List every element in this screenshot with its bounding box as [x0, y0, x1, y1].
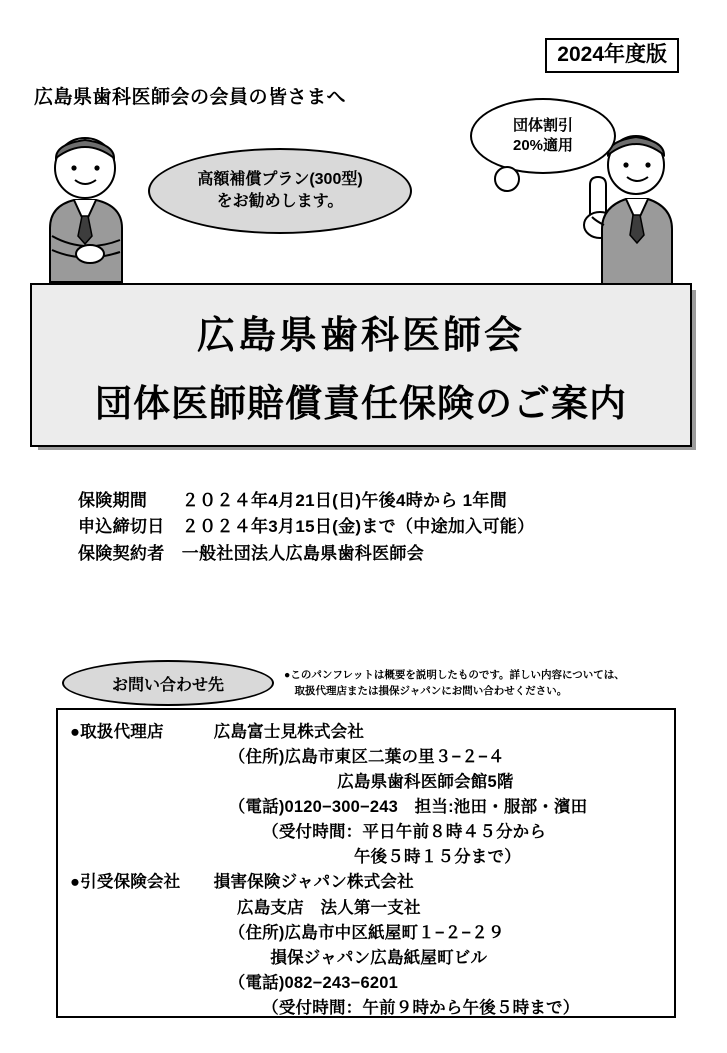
contact-line: 午後５時１５分まで） — [70, 848, 521, 867]
note-line-2: 取扱代理店または損保ジャパンにお問い合わせください。 — [284, 684, 568, 697]
term-policyholder: 保険契約者 一般社団法人広島県歯科医師会 — [78, 543, 424, 563]
pamphlet-note — [284, 668, 684, 700]
page-subtitle: 団体医師賠償責任保険のご案内 — [95, 382, 627, 424]
page-title: 広島県歯科医師会 — [196, 314, 525, 357]
bubble-main-line2: をお勧めします。 — [216, 193, 344, 210]
term-deadline: 申込締切日 ２０２４年3月15日(金)まで（中途加入可能） — [78, 517, 535, 537]
year-badge: 2024年度版 — [545, 38, 679, 73]
contact-heading-oval: お問い合わせ先 — [62, 660, 274, 706]
contact-line: （住所)広島市中区紙屋町１−２−２９ — [70, 923, 505, 942]
contact-line: （受付時間：午前９時から午後５時まで） — [70, 998, 580, 1017]
contact-line: 損保ジャパン広島紙屋町ビル — [70, 948, 488, 967]
terms-block — [78, 488, 534, 567]
person-bow-icon — [30, 132, 150, 292]
title-panel — [30, 283, 692, 447]
term-period: 保険期間 ２０２４年4月21日(日)午後4時から 1年間 — [78, 491, 508, 510]
bubble-main-line1: 高額補償プラン(300型) — [197, 171, 363, 189]
bubble-small-line1: 団体割引 — [512, 116, 573, 134]
contact-line: （受付時間：平日午前８時４５分から — [70, 823, 547, 842]
bubble-small-line2: 20%適用 — [512, 137, 574, 154]
contact-line: 広島支店 法人第一支社 — [70, 898, 421, 917]
contact-line: （電話)0120−300−243 担当:池田・服部・濱田 — [70, 798, 588, 817]
contact-info-box — [56, 708, 676, 1018]
contact-line: ●取扱代理店 広島富士見株式会社 — [70, 723, 365, 741]
greeting-text: 広島県歯科医師会の会員の皆さまへ — [34, 87, 347, 108]
contact-line: （電話)082−243−6201 — [70, 973, 398, 992]
note-line-1: ●このパンフレットは概要を説明したものです。詳しい内容については、 — [284, 669, 625, 681]
contact-line: （住所)広島市東区二葉の里３−２−４ — [70, 748, 505, 767]
speech-bubble-discount — [470, 98, 616, 174]
contact-line: 広島県歯科医師会館5階 — [70, 773, 514, 792]
contact-line: ●引受保険会社 損害保険ジャパン株式会社 — [70, 873, 414, 892]
speech-bubble-main — [148, 148, 412, 234]
